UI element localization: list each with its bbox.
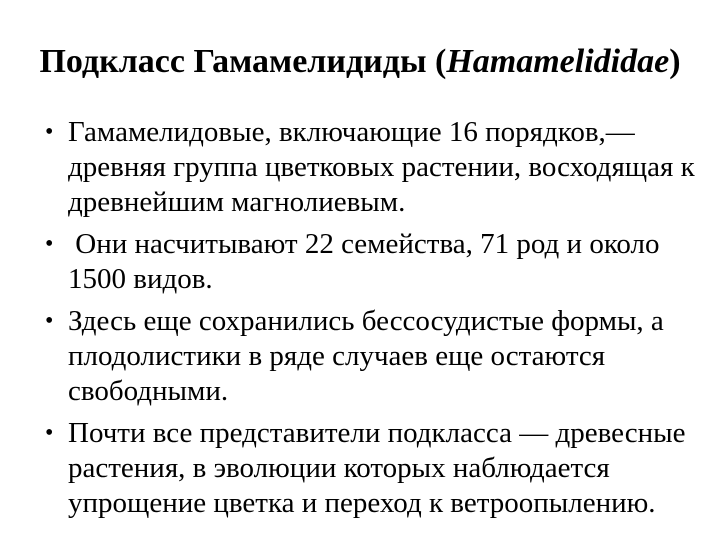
bullet-line: 1500 видов. <box>68 263 213 295</box>
bullet-line: Они насчитывают 22 семейства, 71 род и около <box>68 228 660 260</box>
bullet-list <box>0 115 720 521</box>
title-latin-name: Hamamelididae <box>446 43 670 80</box>
bullet-text <box>68 416 712 521</box>
title-text-before: Подкласс Гамамелидиды ( <box>39 43 447 80</box>
bullet-marker-icon: • <box>45 119 54 145</box>
bullet-line: древнейшим магнолиевым. <box>68 186 406 218</box>
bullet-item <box>0 115 720 220</box>
bullet-line: древняя группа цветковых растении, восходящая к <box>68 151 695 183</box>
bullet-line: Почти все представители подкласса — древесные <box>68 417 686 449</box>
bullet-item <box>0 416 720 521</box>
bullet-marker-icon: • <box>45 420 54 446</box>
bullet-text <box>68 304 712 409</box>
title-text-after: ) <box>669 43 681 80</box>
slide-title <box>0 40 720 84</box>
bullet-line: плодолистики в ряде случаев еще остаются <box>68 340 606 372</box>
bullet-line: Гамамелидовые, включающие 16 порядков,— <box>68 116 635 148</box>
bullet-marker-icon: • <box>45 231 54 257</box>
bullet-line: свободными. <box>68 375 229 407</box>
bullet-item <box>0 304 720 409</box>
bullet-text <box>68 115 712 220</box>
bullet-item <box>0 227 720 297</box>
bullet-line: упрощение цветка и переход к ветроопылению. <box>68 487 656 519</box>
bullet-marker-icon: • <box>45 308 54 334</box>
bullet-line: растения, в эволюции которых наблюдается <box>68 452 610 484</box>
bullet-text <box>68 227 712 297</box>
bullet-line: Здесь еще сохранились бессосудистые формы, а <box>68 305 664 337</box>
